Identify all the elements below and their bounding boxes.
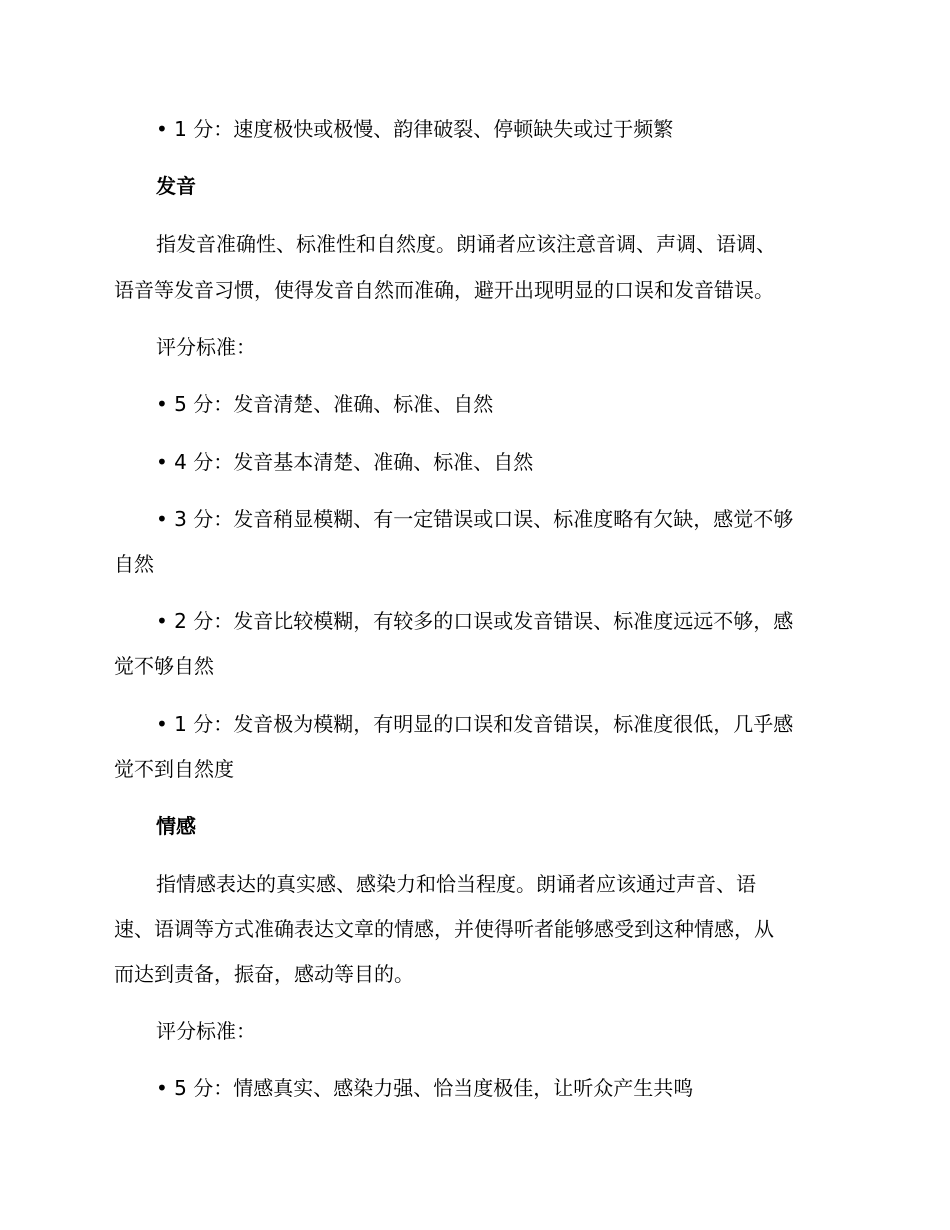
pronunciation-score-4: • 4 分：发音基本清楚、准确、标准、自然 [156,450,534,474]
section-heading-pronunciation: 发音 [156,174,196,198]
pronunciation-score-2-line-1: • 2 分：发音比较模糊，有较多的口误或发音错误、标准度远远不够，感 [156,609,794,633]
scoring-criteria-label: 评分标准： [156,335,256,359]
emotion-paragraph-line-3: 而达到责备，振奋，感动等目的。 [114,962,414,986]
scoring-criteria-label-2: 评分标准： [156,1019,256,1043]
emotion-score-5: • 5 分：情感真实、感染力强、恰当度极佳，让听众产生共鸣 [156,1076,694,1100]
section-heading-emotion: 情感 [156,814,196,838]
emotion-paragraph-line-1: 指情感表达的真实感、感染力和恰当程度。朗诵者应该通过声音、语 [156,872,756,896]
pronunciation-paragraph-line-1: 指发音准确性、标准性和自然度。朗诵者应该注意音调、声调、语调、 [156,232,776,256]
pronunciation-score-1-line-1: • 1 分：发音极为模糊，有明显的口误和发音错误，标准度很低，几乎感 [156,712,794,736]
pronunciation-score-3-line-1: • 3 分：发音稍显模糊、有一定错误或口误、标准度略有欠缺，感觉不够 [156,507,794,531]
pronunciation-score-3-line-2: 自然 [114,552,154,576]
pronunciation-paragraph-line-2: 语音等发音习惯，使得发音自然而准确，避开出现明显的口误和发音错误。 [114,278,774,302]
pronunciation-score-5: • 5 分：发音清楚、准确、标准、自然 [156,392,494,416]
emotion-paragraph-line-2: 速、语调等方式准确表达文章的情感，并使得听者能够感受到这种情感，从 [114,917,774,941]
pronunciation-score-1-line-2: 觉不到自然度 [114,757,234,781]
pronunciation-score-2-line-2: 觉不够自然 [114,654,214,678]
score-1-rhythm-item: • 1 分：速度极快或极慢、韵律破裂、停顿缺失或过于频繁 [156,117,674,141]
